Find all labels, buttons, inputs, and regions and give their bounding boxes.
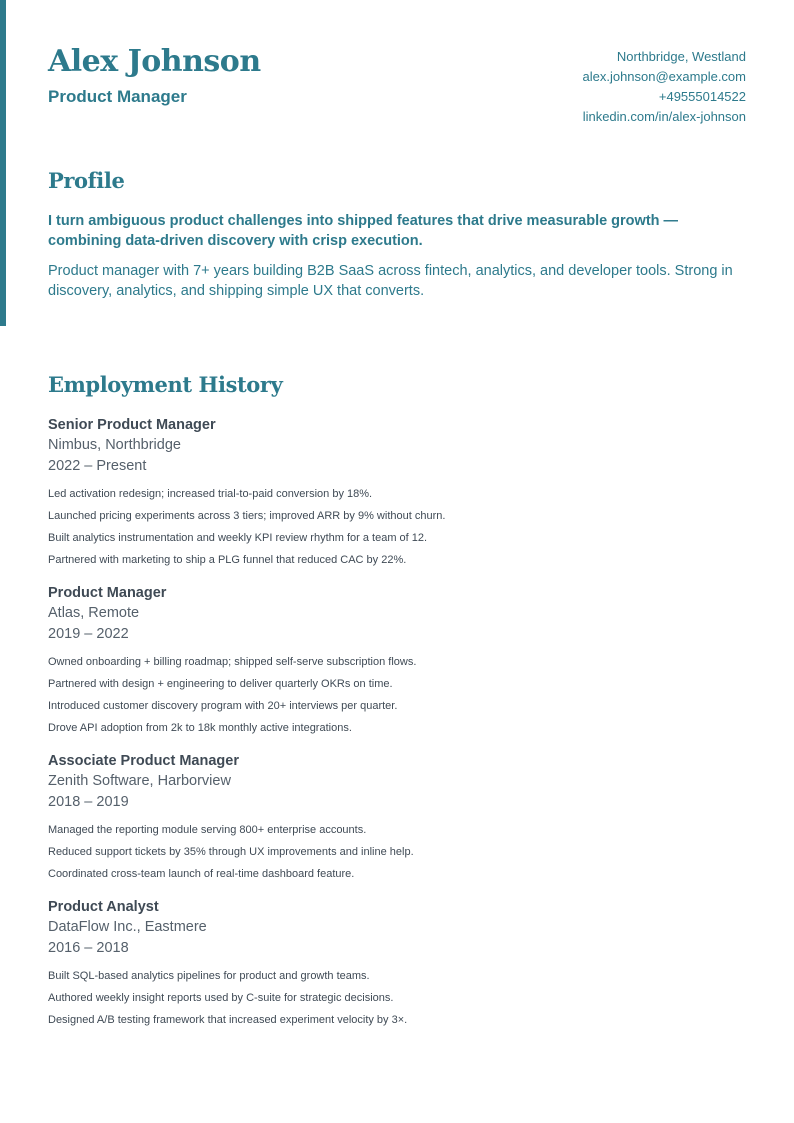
job-entry xyxy=(48,751,746,885)
resume-page xyxy=(48,0,746,1026)
job-title: Associate Product Manager xyxy=(48,753,239,769)
job-bullets xyxy=(48,819,746,885)
job-title: Product Analyst xyxy=(48,899,159,915)
job-bullets xyxy=(48,483,746,571)
job-company: Atlas, Remote xyxy=(48,605,140,621)
candidate-name: Alex Johnson xyxy=(48,44,261,79)
employment-section xyxy=(48,371,746,1043)
job-dates: 2016 – 2018 xyxy=(48,940,129,956)
profile-tagline: I turn ambiguous product challenges into shipped features that drive measurable growth — combining data-driven discovery with crisp execution. xyxy=(48,213,679,249)
job-bullets xyxy=(48,651,746,739)
job-bullet: Launched pricing experiments across 3 tiers; improved ARR by 9% without churn. xyxy=(48,510,446,522)
job-dates: 2018 – 2019 xyxy=(48,794,129,810)
contact-block xyxy=(582,47,746,127)
job-title: Product Manager xyxy=(48,585,167,601)
profile-section xyxy=(48,167,746,301)
job-entry xyxy=(48,415,746,571)
profile-summary: Product manager with 7+ years building B2B SaaS across fintech, analytics, and developer tools. Strong in discovery, analytics, and shipping simple UX that converts. xyxy=(48,263,733,299)
job-bullet: Reduced support tickets by 35% through UX improvements and inline help. xyxy=(48,846,414,858)
job-entry xyxy=(48,897,746,1031)
accent-bar xyxy=(0,0,6,326)
job-dates: 2022 – Present xyxy=(48,458,147,474)
contact-phone[interactable]: +49555014522 xyxy=(658,89,746,104)
job-bullet: Built analytics instrumentation and weekly KPI review rhythm for a team of 12. xyxy=(48,532,428,544)
job-bullet: Drove API adoption from 2k to 18k monthly active integrations. xyxy=(48,722,352,734)
job-bullet: Coordinated cross-team launch of real-time dashboard feature. xyxy=(48,868,355,880)
employment-heading: Employment History xyxy=(48,372,283,397)
job-bullet: Led activation redesign; increased trial-to-paid conversion by 18%. xyxy=(48,488,373,500)
job-bullet: Introduced customer discovery program with 20+ interviews per quarter. xyxy=(48,700,398,712)
job-bullet: Partnered with design + engineering to deliver quarterly OKRs on time. xyxy=(48,678,393,690)
job-bullet: Owned onboarding + billing roadmap; shipped self-serve subscription flows. xyxy=(48,656,417,668)
job-bullet: Authored weekly insight reports used by C-suite for strategic decisions. xyxy=(48,992,394,1004)
job-bullet: Designed A/B testing framework that increased experiment velocity by 3×. xyxy=(48,1014,408,1026)
candidate-role: Product Manager xyxy=(48,87,187,106)
job-company: DataFlow Inc., Eastmere xyxy=(48,919,207,935)
job-entry xyxy=(48,583,746,739)
job-bullet: Partnered with marketing to ship a PLG funnel that reduced CAC by 22%. xyxy=(48,554,407,566)
job-bullet: Built SQL-based analytics pipelines for product and growth teams. xyxy=(48,970,370,982)
job-dates: 2019 – 2022 xyxy=(48,626,129,642)
profile-heading: Profile xyxy=(48,168,125,193)
contact-location: Northbridge, Westland xyxy=(616,49,746,64)
contact-email[interactable]: alex.johnson@example.com xyxy=(582,69,746,84)
job-title: Senior Product Manager xyxy=(48,417,216,433)
job-bullet: Managed the reporting module serving 800+ enterprise accounts. xyxy=(48,824,367,836)
resume-header xyxy=(48,0,746,140)
job-company: Nimbus, Northbridge xyxy=(48,437,181,453)
contact-linkedin[interactable]: linkedin.com/in/alex-johnson xyxy=(582,109,746,124)
job-bullets xyxy=(48,965,746,1031)
job-company: Zenith Software, Harborview xyxy=(48,773,231,789)
